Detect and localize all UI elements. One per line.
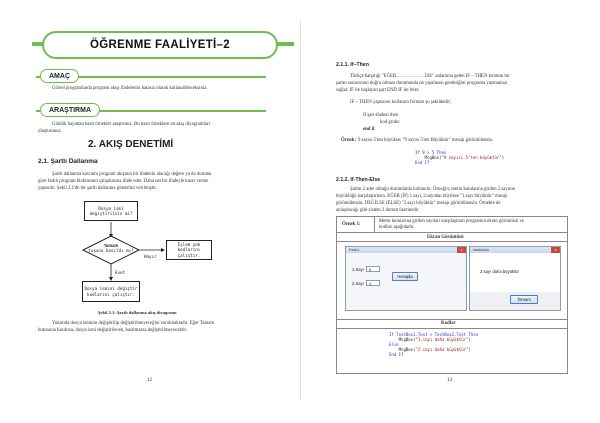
sayi1-label: 1.Sayı [352, 267, 364, 272]
format-line-1: If şart-ifadesi then [363, 113, 399, 118]
amac-label: AMAÇ [49, 72, 70, 80]
if-line-2: şartın sonucunun doğru olması durumunda ne yapılması gerektiğini programa yazmamızı [336, 81, 508, 86]
form1-titlebar: Form1 × [346, 247, 466, 253]
code-header: Kodlar [441, 321, 456, 326]
flow-decision-title: Tamam [103, 243, 119, 248]
banner-title: ÖĞRENME FAALİYETİ–2 [90, 39, 230, 51]
code2-line4: MsgBox("2.sayı daha büyüktür") [389, 347, 471, 352]
code2-line1: If TextBox1.Text > TextBox2.Text Then [389, 332, 479, 337]
format-line-3: end if [363, 127, 375, 132]
sayi2-label: 2.Sayı [352, 281, 364, 286]
amac-text: Görsel programlarda program akışı ifadelerini hatasız olarak kullanabileceksiniz. [52, 86, 208, 91]
closing-line-1: Yukarıda dosya isminin değiştirilip değiştirilmeyeceğini sorulmaktadır. Eğer Tamam [52, 321, 215, 326]
msgbox-text: 2.sayı daha büyüktür [480, 269, 519, 274]
screen-header: Ekran Görüntüsü [427, 235, 464, 240]
flow-start-box: Dosya ismi değiştirilsin mi? [84, 201, 138, 221]
msgbox-window [469, 246, 561, 311]
msgbox-ok-button[interactable]: Tamam [510, 295, 538, 304]
section-title: 2. AKIŞ DENETİMİ [88, 139, 174, 150]
sayi1-input[interactable]: 5 [366, 266, 380, 272]
example-text: 9 sayısı 5'ten büyükse; "9 sayısı 5'ten Büyüktür" mesajı görüntülensin. [358, 138, 494, 143]
code2-line2: MsgBox("1.sayı daha büyüktür") [389, 337, 471, 342]
hesapla-button[interactable]: Hesapla [392, 272, 418, 281]
flow-decision-sub: tuşuna basıldı mı? [88, 248, 134, 253]
ifelse-line-4: anlaşılacağı gibi sistem 2 durum üzerinedir. [336, 208, 420, 213]
code-block-1 [415, 150, 504, 165]
flow-decision [85, 243, 137, 253]
example-table [336, 216, 568, 374]
body-line-3: yapısıdır. Şekil 2.1'de bir şartlı dallanma gösterimi verilmiştir. [38, 186, 157, 191]
ifelse-line-2: büyüklüğü karşılaştırılsın. EĞER (İF) 1.sayı, 2.sayıdan büyükse "1.sayı büyüktür" mesajı [336, 194, 508, 199]
if-line-3: sağlar. IF ile başlayan şart END IF ile biter. [336, 88, 420, 93]
if-then-else-title: 2.1.2. If-Then-Else [336, 177, 381, 183]
table-divider-2 [337, 319, 567, 320]
code-block-2 [389, 332, 478, 357]
code1-line2: MsgBox("9 sayısı 5'ten büyüktür") [415, 155, 505, 160]
subsection-title: 2.1. Şartlı Dallanma [38, 158, 98, 165]
body-line-1: Şartlı dallanma kavramı program akışının bir ifadenin alacağı değere ya da duruma [52, 172, 212, 177]
example-label: Örnek: [341, 138, 356, 143]
table-divider-3 [337, 328, 567, 329]
if-then-title: 2.1.1. If–Then [336, 62, 369, 68]
close-icon[interactable]: × [457, 247, 466, 253]
table-row-label: Örnek 1: [342, 222, 361, 227]
flow-no-label: Hayır [144, 254, 157, 259]
format-line-2: kod grubu [380, 120, 400, 125]
page-number-right: 13 [447, 378, 452, 383]
arastirma-text-2: oluşturunuz. [38, 129, 62, 134]
code2-line5: End If [389, 352, 404, 357]
table-row-text-2: kodları aşağıdadır. [379, 225, 415, 230]
if-format-intro: IF – THEN yapısının kullanım formatı şu şekildedir; [350, 100, 452, 105]
if-line-1: Türkçe karşılığı "EĞER………………İSE" anlamına gelen IF – THEN komutu bir [350, 74, 510, 79]
ifelse-line-1: Şartın 2 adet olduğu durumlarda kullanılır. Örneğin; metin kutularına girilen 2 sayının [350, 187, 516, 192]
body-line-2: göre farklı program bloklarının çalışmasına ifade eder. Daha net bir ifadeyle karar verme [38, 179, 209, 184]
ifelse-line-3: görüntülensin, DEĞİLSE (ELSE) "2.sayı büyüktür" mesajı görüntülensin. Örnekte de [336, 201, 501, 206]
form1-window [345, 246, 467, 311]
msgbox-titlebar: modul icin × [470, 247, 560, 253]
sayi2-input[interactable]: 4 [366, 280, 380, 286]
table-divider [337, 241, 567, 242]
flow-yes-label: Evet [115, 270, 126, 275]
arastirma-text-1: Günlük hayattan basit örnekler araştırınız. Bu basit örneklere ait akış diyagramları [52, 122, 210, 127]
code1-line3: End If [415, 160, 430, 165]
page-number-left: 12 [147, 378, 152, 383]
flow-yes-box: Dosya ismini değiştir kodlarını çalıştır. [82, 281, 140, 302]
figure-caption: Şekil 2.1: Şartlı dallanma akış diyagramı [98, 310, 177, 315]
closing-line-2: butonuna basılırsa, dosya ismi değiştirilecek, basılmazsa değiştirilmeyecektir. [38, 328, 188, 333]
msgbox-close-icon[interactable]: × [551, 247, 560, 253]
code1-line1: If 9 > 5 Then [415, 150, 447, 155]
table-row-text-1: Metin kutularına girilen sayıları karşılaştıran programın ekran görüntüsü ve [379, 219, 524, 224]
flow-no-box: İşlem yok kodlarını çalıştır. [166, 240, 212, 260]
code2-line3: Else [389, 342, 399, 347]
arastirma-label: ARAŞTIRMA [49, 106, 91, 114]
